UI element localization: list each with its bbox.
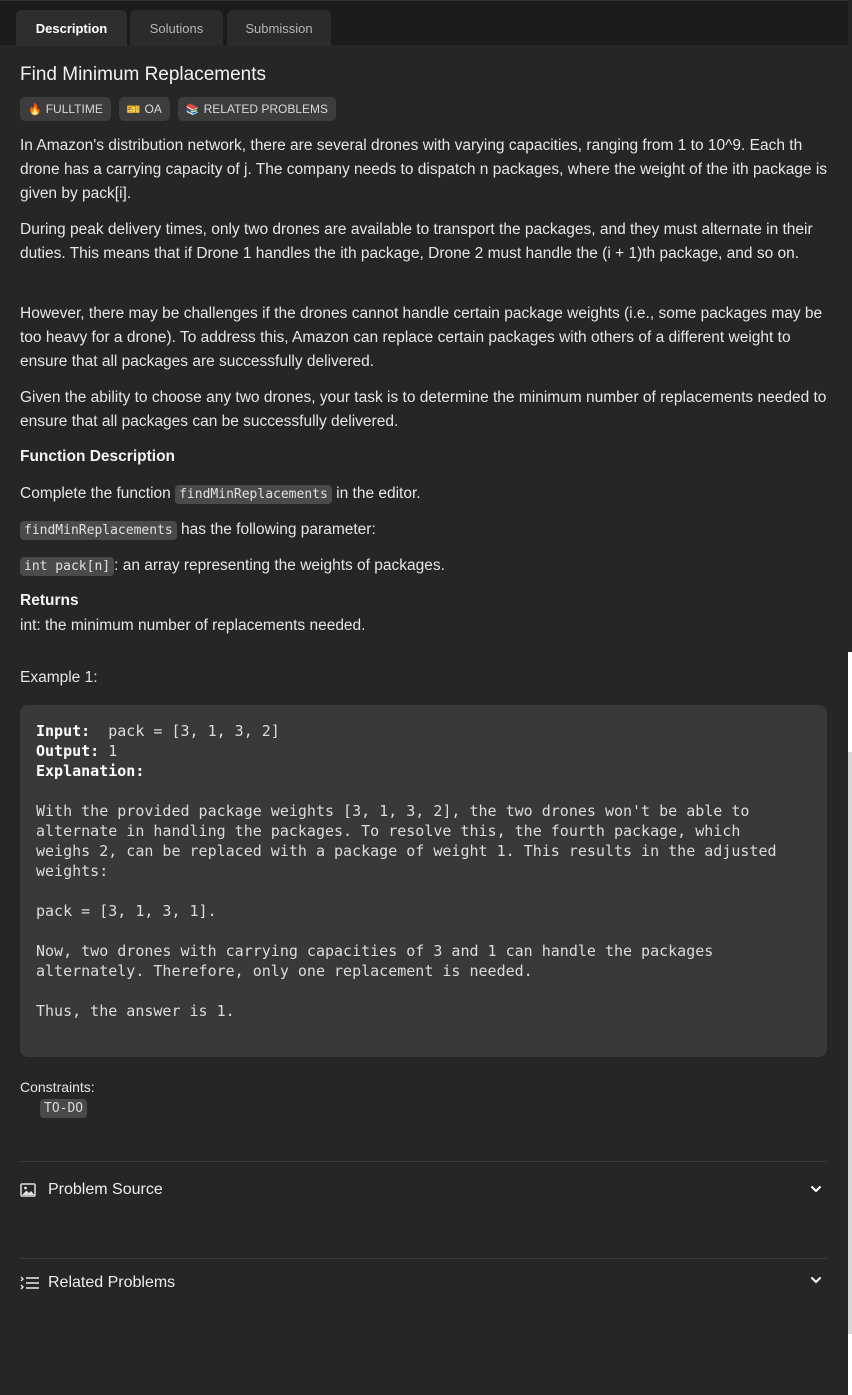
output-value: 1 — [99, 742, 118, 760]
constraints-label: Constraints: — [20, 1079, 95, 1095]
constraints-value: TO-DO — [40, 1099, 87, 1118]
parameter-description-line — [20, 554, 445, 579]
complete-function-line — [20, 482, 421, 507]
description-paragraph-3: However, there may be challenges if the drones cannot handle certain package weights (i.e., some packages may be too heavy for a drone). To address this, Amazon can replace certain packages with others of a different weight to ensure that all packages are successfully delivered. — [20, 305, 823, 370]
badge-label: RELATED PROBLEMS — [203, 102, 329, 116]
tab-submission[interactable] — [227, 10, 331, 46]
description-paragraph-2: During peak delivery times, only two drones are available to transport the packages, and they must alternate in their duties. This means that if Drone 1 handles the ith package, Drone 2 must handle the (i + 1)th package, and so on. — [20, 221, 813, 262]
problem-source-accordion[interactable] — [20, 1175, 827, 1205]
tab-label: Solutions — [149, 20, 204, 36]
divider — [20, 1161, 827, 1162]
example-code-block — [20, 705, 827, 1057]
tab-label: Submission — [245, 20, 313, 36]
tab-solutions[interactable] — [130, 10, 223, 46]
returns-text: int: the minimum number of replacements needed. — [20, 617, 366, 634]
chevron-down-icon — [809, 1182, 823, 1196]
example-code — [36, 721, 811, 1021]
function-name-code: findMinReplacements — [175, 485, 332, 504]
complete-prefix: Complete the function — [20, 485, 171, 502]
tab-label: Description — [35, 20, 108, 36]
scrollbar-thumb[interactable] — [848, 752, 852, 1334]
divider — [20, 1258, 827, 1259]
complete-suffix: in the editor. — [336, 485, 421, 502]
badge-row — [20, 97, 336, 121]
related-problems-accordion[interactable] — [20, 1268, 827, 1298]
badge-label: FULLTIME — [45, 102, 103, 116]
parameter-description: : an array representing the weights of packages. — [114, 557, 445, 574]
accordion-label: Related Problems — [48, 1274, 176, 1291]
explanation-text: With the provided package weights [3, 1, 3, 2], the two drones won't be able to alternate in handling the packages. To resolve this, the fourth package, which weighs 2, can be replaced with a package of weight 1. This results in the adjusted weights: pack = [3, 1, 3, 1]. Now, two drones with carrying capacities of 3 and 1 can handle the packages alternately. Therefore, only one replacement is needed. Thus, the answer is 1. — [36, 802, 777, 1020]
tab-bar — [0, 0, 848, 45]
returns-heading: Returns — [20, 592, 79, 609]
explanation-label: Explanation: — [36, 762, 145, 780]
description-paragraph-4: Given the ability to choose any two drones, your task is to determine the minimum number of replacements needed to ensure that all packages can be successfully delivered. — [20, 389, 827, 430]
example-label: Example 1: — [20, 669, 98, 686]
list-icon — [20, 1275, 40, 1291]
accordion-label: Problem Source — [48, 1181, 163, 1198]
chevron-down-icon — [809, 1273, 823, 1287]
ticket-icon: 🎫 — [126, 103, 141, 116]
input-value: pack = [3, 1, 3, 2] — [90, 722, 280, 740]
badge-fulltime[interactable] — [20, 97, 111, 121]
parameter-line — [20, 518, 376, 543]
badge-label: OA — [144, 102, 162, 116]
tab-description[interactable] — [16, 10, 127, 46]
image-icon — [20, 1182, 36, 1198]
parameter-code: int pack[n] — [20, 557, 114, 576]
fire-icon: 🔥 — [28, 103, 42, 116]
page-title: Find Minimum Replacements — [20, 64, 267, 85]
input-label: Input: — [36, 722, 91, 740]
output-label: Output: — [36, 742, 100, 760]
parameter-suffix: has the following parameter: — [181, 521, 376, 538]
badge-related-problems[interactable] — [178, 97, 336, 121]
badge-oa[interactable] — [119, 97, 170, 121]
books-icon: 📚 — [185, 103, 200, 116]
description-paragraph-1: In Amazon's distribution network, there are several drones with varying capacities, ranging from 1 to 10^9. Each th drone has a carrying capacity of j. The company needs to dispatch n packages, where the weight of the ith package is given by pack[i]. — [20, 137, 828, 202]
function-name-code: findMinReplacements — [20, 521, 177, 540]
function-description-heading: Function Description — [20, 448, 175, 465]
